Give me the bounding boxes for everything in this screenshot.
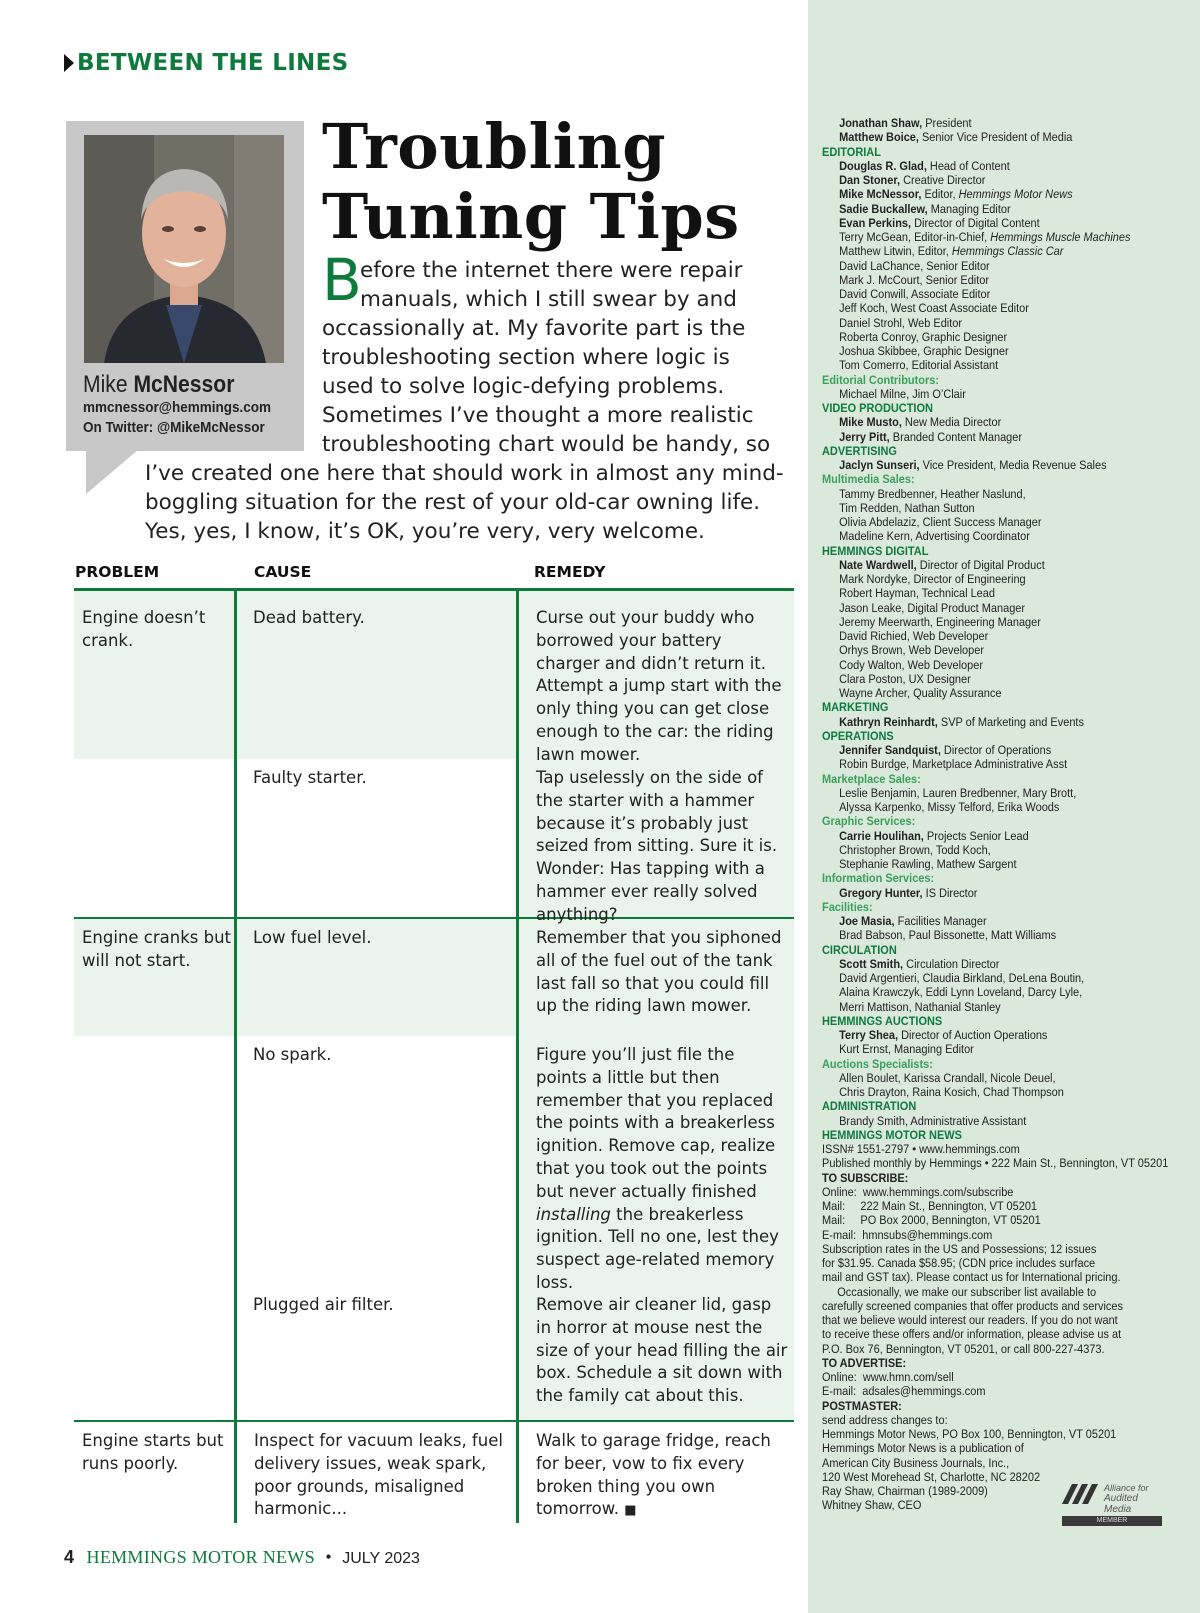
masthead-role: Terry McGean, Editor-in-Chief,: [839, 230, 991, 244]
masthead-entry: [822, 786, 1155, 800]
masthead-role: MARKETING: [822, 700, 889, 715]
masthead-role: Director of Operations: [940, 743, 1052, 757]
masthead-section-heading: [822, 943, 1155, 957]
masthead-entry: [822, 1085, 1155, 1099]
cause-cell: Dead battery.: [253, 608, 365, 627]
masthead-role: Robin Burdge, Marketplace Administrative Asst: [839, 757, 1068, 772]
triangle-bullet-icon: [64, 54, 74, 72]
masthead-role: New Media Director: [901, 415, 1002, 430]
masthead-role: Subscription rates in the US and Possessions; 12 issues: [822, 1241, 1097, 1256]
masthead-role: Information Services:: [822, 871, 935, 886]
masthead-role: Kurt Ernst, Managing Editor: [839, 1042, 974, 1057]
masthead-section-heading: [822, 1099, 1155, 1113]
masthead-role: Director of Digital Content: [911, 215, 1040, 230]
masthead-entry: [822, 1071, 1155, 1085]
masthead-text: [822, 1199, 1155, 1213]
masthead-text: [822, 1384, 1155, 1398]
masthead-role: HEMMINGS MOTOR NEWS: [822, 1127, 962, 1142]
masthead-entry: [822, 914, 1155, 928]
author-box-pointer: [86, 450, 138, 494]
masthead-role: Facilities:: [822, 899, 873, 914]
masthead-role: Daniel Strohl, Web Editor: [839, 315, 963, 330]
masthead-role: Multimedia Sales:: [822, 472, 915, 487]
masthead-role: Christopher Brown, Todd Koch,: [839, 842, 991, 857]
masthead-entry: [822, 202, 1155, 216]
masthead-role: ADMINISTRATION: [822, 1099, 917, 1114]
intro-line: manuals, which I still swear by and: [360, 287, 737, 312]
masthead-entry: [822, 358, 1155, 372]
masthead-role: Mark J. McCourt, Senior Editor: [839, 272, 990, 287]
masthead-role: Circulation Director: [903, 956, 1000, 971]
masthead-text: [822, 1256, 1155, 1270]
masthead-entry: [822, 273, 1155, 287]
masthead-entry: [822, 458, 1155, 472]
masthead-person: Scott Smith,: [839, 956, 904, 971]
masthead-entry: [822, 159, 1155, 173]
masthead-person: Mike Musto,: [839, 415, 902, 430]
masthead-entry: [822, 301, 1155, 315]
masthead-role: Tim Redden, Nathan Sutton: [839, 500, 975, 515]
masthead-role: for $31.95. Canada $58.95; (CDN price includes surface: [822, 1256, 1096, 1270]
masthead-text: [822, 1313, 1155, 1327]
remedy-emphasis: installing: [536, 1204, 611, 1224]
masthead-text: [822, 1156, 1169, 1171]
masthead-entry: [822, 715, 1155, 729]
masthead-text: [822, 1427, 1155, 1441]
group-divider: [74, 1420, 794, 1422]
masthead-role: Alaina Krawczyk, Eddi Lynn Loveland, Darcy Lyle,: [839, 985, 1083, 1000]
masthead-text: [822, 1327, 1155, 1341]
cause-cell: No spark.: [253, 1045, 332, 1064]
masthead-publication: Hemmings Classic Car: [951, 244, 1064, 259]
masthead-entry: [822, 601, 1155, 615]
masthead-role: Projects Senior Lead: [923, 828, 1029, 843]
masthead-section-heading: [822, 444, 1155, 458]
masthead-role: Published monthly by Hemmings • 222 Main St., Bennington, VT 05201: [822, 1156, 1169, 1171]
masthead-role: David Richied, Web Developer: [839, 629, 989, 643]
masthead-role: Leslie Benjamin, Lauren Bredbenner, Mary Brott,: [839, 785, 1077, 800]
masthead-entry: [822, 487, 1155, 501]
masthead-role: Editorial Contributors:: [822, 372, 939, 387]
masthead-role: Editor,: [921, 187, 959, 202]
masthead-publication: Hemmings Motor News: [958, 187, 1073, 202]
masthead-subheading: [822, 373, 1155, 387]
masthead-role: Mail: PO Box 2000, Bennington, VT 05201: [822, 1213, 1041, 1228]
title-line: Troubling: [322, 110, 667, 183]
masthead-text: [822, 1299, 1155, 1313]
masthead-role: Olivia Abdelaziz, Client Success Manager: [839, 515, 1042, 529]
masthead-entry: [822, 586, 1155, 600]
masthead-person: Nate Wardwell,: [839, 557, 917, 572]
masthead-role: American City Business Journals, Inc.,: [822, 1455, 1010, 1470]
section-label: BETWEEN THE LINES: [77, 50, 349, 76]
masthead-entry: [822, 1028, 1155, 1042]
masthead-text: [822, 1441, 1155, 1455]
masthead-person: Dan Stoner,: [839, 173, 901, 187]
cause-cell: Faulty starter.: [253, 768, 367, 787]
masthead-role: Hemmings Motor News, PO Box 100, Bennington, VT 05201: [822, 1427, 1117, 1441]
problem-cell: Engine cranks but will not start.: [82, 928, 232, 970]
masthead-role: Matthew Litwin, Editor,: [839, 244, 952, 259]
masthead-section-heading: [822, 1128, 1155, 1142]
masthead-entry: [822, 515, 1155, 529]
masthead-role: 120 West Morehead St, Charlotte, NC 28202: [822, 1469, 1041, 1484]
masthead-entry: [822, 985, 1155, 999]
remedy-cell: [536, 1044, 788, 1295]
masthead-role: SVP of Marketing and Events: [937, 714, 1084, 729]
masthead-person: Mike McNessor,: [839, 187, 922, 202]
remedy-text: the breakerless ignition. Tell no one, lest they suspect age-related memory loss.: [536, 1204, 779, 1292]
masthead-role: Wayne Archer, Quality Assurance: [839, 686, 1002, 700]
masthead-role: Jeremy Meerwarth, Engineering Manager: [839, 614, 1041, 629]
cause-cell: Low fuel level.: [253, 928, 372, 947]
masthead-entry: [822, 643, 1155, 657]
masthead-entry: [822, 686, 1155, 700]
masthead-entry: [822, 658, 1155, 672]
aam-logo: [1060, 1480, 1164, 1528]
masthead-text: [822, 1228, 1155, 1242]
masthead-role: ADVERTISING: [822, 443, 897, 458]
masthead-role: Tammy Bredbenner, Heather Naslund,: [839, 486, 1026, 501]
masthead-role: mail and GST tax). Please contact us for International pricing.: [822, 1270, 1121, 1285]
intro-line: boggling situation for the rest of your old-car owning life.: [145, 490, 761, 515]
masthead-entry: [822, 287, 1155, 301]
masthead-role: Branded Content Manager: [889, 429, 1023, 444]
masthead-entry: [822, 216, 1155, 230]
masthead-role: Occasionally, we make our subscriber list available to: [822, 1284, 1097, 1299]
masthead-section-heading: [822, 700, 1155, 714]
remedy-cell: [536, 1430, 788, 1523]
author-name: [83, 371, 234, 399]
masthead-role: Graphic Services:: [822, 814, 916, 829]
masthead-entry: [822, 244, 1155, 258]
author-last-name: McNessor: [133, 371, 235, 398]
masthead-person: Evan Perkins,: [839, 215, 912, 230]
masthead-role: Managing Editor: [927, 201, 1011, 216]
masthead-role: Jason Leake, Digital Product Manager: [839, 600, 1026, 615]
masthead-role: Chris Drayton, Raina Kosich, Chad Thompson: [839, 1085, 1064, 1099]
page-footer: [64, 1547, 420, 1568]
masthead-entry: [822, 501, 1155, 515]
masthead-section-heading: [822, 729, 1155, 743]
masthead-text: [822, 1185, 1155, 1199]
masthead-text: [822, 1456, 1155, 1470]
masthead-role: David LaChance, Senior Editor: [839, 258, 990, 273]
masthead-role: Mark Nordyke, Director of Engineering: [839, 572, 1026, 586]
masthead-entry: [822, 529, 1155, 543]
masthead-role: Creative Director: [900, 173, 986, 187]
footer-brand: HEMMINGS MOTOR NEWS: [86, 1547, 315, 1567]
intro-line: I’ve created one here that should work in almost any mind-: [145, 461, 784, 486]
masthead-entry: [822, 928, 1155, 942]
masthead-role: Head of Content: [926, 158, 1010, 173]
masthead-entry: [822, 1042, 1155, 1056]
masthead-publication: Hemmings Muscle Machines: [990, 230, 1131, 244]
masthead-role: Merri Mattison, Nathanial Stanley: [839, 999, 1001, 1014]
author-email[interactable]: mmcnessor@hemmings.com: [83, 399, 271, 416]
masthead-role: Roberta Conroy, Graphic Designer: [839, 329, 1008, 344]
masthead-role: TO SUBSCRIBE:: [822, 1170, 909, 1185]
masthead-section-heading: [822, 544, 1155, 558]
masthead-entry: [822, 572, 1155, 586]
masthead-text: [822, 1242, 1155, 1256]
masthead-role: Online: www.hmn.com/sell: [822, 1370, 954, 1384]
cause-cell: Inspect for vacuum leaks, fuel delivery issues, weak spark, poor grounds, misaligned harmonic...: [254, 1431, 503, 1519]
masthead-role: Brandy Smith, Administrative Assistant: [839, 1113, 1027, 1128]
masthead-role: HEMMINGS DIGITAL: [822, 543, 929, 558]
remedy-text: Figure you’ll just file the points a little but then remember that you replaced the points with a breakerless ignition. Remove cap, realize that you took out the points but never actually finished: [536, 1045, 776, 1201]
masthead-role: Brad Babson, Paul Bissonette, Matt Williams: [839, 928, 1057, 943]
intro-line: Sometimes I’ve thought a more realistic: [322, 403, 754, 428]
masthead-entry: [822, 800, 1155, 814]
masthead-label: [822, 1399, 1155, 1413]
masthead-person: Matthew Boice,: [839, 130, 919, 145]
title-line: Tuning Tips: [322, 180, 740, 253]
author-photo: [84, 135, 284, 363]
masthead-role: HEMMINGS AUCTIONS: [822, 1013, 943, 1028]
masthead-role: E-mail: adsales@hemmings.com: [822, 1384, 986, 1399]
masthead-role: Hemmings Motor News is a publication of: [822, 1441, 1024, 1456]
remedy-text: Walk to garage fridge, reach for beer, vow to fix every broken thing you own tomorrow.: [536, 1431, 771, 1519]
masthead-entry: [822, 629, 1155, 643]
masthead-entry: [822, 316, 1155, 330]
masthead-role: POSTMASTER:: [822, 1398, 902, 1413]
masthead-role: E-mail: hmnsubs@hemmings.com: [822, 1227, 993, 1242]
masthead-role: Marketplace Sales:: [822, 771, 921, 786]
masthead-role: Online: www.hemmings.com/subscribe: [822, 1184, 1014, 1199]
masthead-entry: [822, 829, 1155, 843]
intro-line: occassionally at. My favorite part is the: [322, 316, 746, 341]
masthead-entry: [822, 843, 1155, 857]
masthead-role: EDITORIAL: [822, 144, 881, 159]
masthead-role: Orhys Brown, Web Developer: [839, 643, 984, 658]
masthead-role: Director of Digital Product: [916, 557, 1045, 572]
masthead-role: Clara Poston, UX Designer: [839, 671, 971, 686]
masthead-role: Joshua Skibbee, Graphic Designer: [839, 344, 1009, 358]
masthead-role: carefully screened companies that offer products and services: [822, 1298, 1123, 1313]
masthead-person: Douglas R. Glad,: [839, 158, 927, 173]
masthead-role: President: [922, 116, 972, 130]
section-heading: [64, 50, 348, 76]
masthead-role: Director of Auction Operations: [898, 1028, 1048, 1042]
masthead-role: Whitney Shaw, CEO: [822, 1498, 922, 1513]
masthead-role: that we believe would interest our readers. If you do not want: [822, 1313, 1118, 1327]
intro-line: troubleshooting chart would be handy, so: [322, 432, 771, 457]
remedy-cell: Remember that you siphoned all of the fuel out of the tank last fall so that you could fill up the riding lawn mower.: [536, 928, 782, 1016]
masthead-text: [822, 1370, 1155, 1384]
masthead-section-heading: [822, 145, 1155, 159]
masthead-role: P.O. Box 76, Bennington, VT 05201, or call 800-227-4373.: [822, 1341, 1105, 1356]
header-cause: CAUSE: [254, 563, 312, 581]
intro-line: efore the internet there were repair: [360, 258, 743, 283]
masthead-entry: [822, 857, 1155, 871]
masthead-entry: [822, 116, 1155, 130]
masthead-role: Tom Comerro, Editorial Assistant: [839, 358, 999, 373]
masthead-entry: [822, 971, 1155, 985]
masthead-role: Jeff Koch, West Coast Associate Editor: [839, 301, 1029, 316]
masthead-subheading: [822, 900, 1155, 914]
masthead-role: Alyssa Karpenko, Missy Telford, Erika Woods: [839, 800, 1060, 814]
masthead-entry: [822, 886, 1155, 900]
masthead-person: Jennifer Sandquist,: [839, 743, 941, 757]
masthead-subheading: [822, 472, 1155, 486]
masthead-section-heading: [822, 1014, 1155, 1028]
masthead-person: Jaclyn Sunseri,: [839, 458, 920, 472]
masthead-entry: [822, 415, 1155, 429]
masthead-entry: [822, 672, 1155, 686]
masthead-person: Kathryn Reinhardt,: [839, 714, 938, 729]
masthead-role: CIRCULATION: [822, 942, 897, 957]
masthead-role: Robert Hayman, Technical Lead: [839, 586, 995, 601]
author-first-name: Mike: [83, 371, 128, 398]
masthead-role: IS Director: [922, 885, 978, 900]
masthead-role: Cody Walton, Web Developer: [839, 657, 983, 672]
masthead-entry: [822, 757, 1155, 771]
masthead-entry: [822, 387, 1155, 401]
problem-cell: Engine doesn’t crank.: [82, 608, 206, 650]
masthead-person: Sadie Buckallew,: [839, 201, 928, 216]
masthead-subheading: [822, 871, 1155, 885]
masthead-subheading: [822, 814, 1155, 828]
aam-line1: Alliance for: [1104, 1483, 1149, 1493]
masthead-role: Michael Milne, Jim O’Clair: [839, 386, 966, 401]
column-divider: [516, 591, 519, 1523]
problem-cell: Engine starts but runs poorly.: [82, 1431, 224, 1473]
masthead-entry: [822, 743, 1155, 757]
masthead-entry: [822, 957, 1155, 971]
column-divider: [234, 591, 237, 1523]
masthead-text: [822, 1270, 1155, 1284]
masthead-entry: [822, 344, 1155, 358]
masthead-entry: [822, 330, 1155, 344]
masthead-person: Jonathan Shaw,: [839, 116, 923, 130]
masthead-role: VIDEO PRODUCTION: [822, 401, 933, 415]
footer-issue: JULY 2023: [342, 1550, 420, 1567]
masthead-entry: [822, 430, 1155, 444]
remedy-cell: Remove air cleaner lid, gasp in horror at mouse nest the size of your head filling the air box. Schedule a sit down with the family cat about this.: [536, 1295, 788, 1406]
masthead-entry: [822, 230, 1155, 244]
masthead-entry: [822, 187, 1155, 201]
masthead-role: Auctions Specialists:: [822, 1056, 933, 1071]
masthead-role: Senior Vice President of Media: [918, 130, 1073, 145]
header-remedy: REMEDY: [534, 563, 606, 581]
masthead-entry: [822, 1114, 1155, 1128]
drop-cap: B: [322, 246, 362, 314]
masthead-text: [822, 1342, 1155, 1356]
article-title: [322, 112, 740, 252]
masthead-person: Gregory Hunter,: [839, 885, 923, 900]
author-twitter: On Twitter: @MikeMcNessor: [83, 419, 265, 436]
masthead-text: [822, 1413, 1155, 1427]
aam-badge: MEMBER: [1096, 1517, 1128, 1524]
masthead-role: Mail: 222 Main St., Bennington, VT 05201: [822, 1199, 1038, 1213]
masthead: [822, 116, 1169, 1513]
masthead-subheading: [822, 1057, 1155, 1071]
masthead-role: TO ADVERTISE:: [822, 1355, 907, 1370]
masthead-role: OPERATIONS: [822, 728, 894, 743]
masthead-entry: [822, 558, 1155, 572]
intro-line: Yes, yes, I know, it’s OK, you’re very, very welcome.: [145, 519, 705, 544]
remedy-cell: Tap uselessly on the side of the starter with a hammer because it’s probably just seized from sitting. Sure it is. Wonder: Has tapping with a hammer ever really solved anything?: [536, 768, 778, 924]
end-mark-icon: ■: [624, 1503, 637, 1519]
masthead-entry: [822, 615, 1155, 629]
masthead-section-heading: [822, 401, 1155, 415]
remedy-cell: Curse out your buddy who borrowed your battery charger and didn’t return it. Attempt a jump start with the only thing you can get close enough to the car: the riding lawn mower.: [536, 608, 782, 764]
masthead-person: Jerry Pitt,: [839, 429, 890, 444]
masthead-role: Madeline Kern, Advertising Coordinator: [839, 529, 1030, 544]
aam-line2: Audited Media: [1104, 1493, 1138, 1515]
masthead-role: Vice President, Media Revenue Sales: [919, 458, 1107, 472]
masthead-text: [822, 1142, 1155, 1156]
masthead-role: Facilities Manager: [894, 914, 987, 928]
masthead-text: [822, 1285, 1155, 1299]
page-number: 4: [64, 1547, 75, 1567]
masthead-entry: [822, 173, 1155, 187]
masthead-role: to receive these offers and/or information, please advise us at: [822, 1327, 1122, 1342]
masthead-role: ISSN# 1551-2797 • www.hemmings.com: [822, 1142, 1020, 1156]
masthead-person: Terry Shea,: [839, 1028, 899, 1042]
masthead-person: Carrie Houlihan,: [839, 828, 924, 843]
masthead-role: David Conwill, Associate Editor: [839, 287, 991, 301]
masthead-entry: [822, 259, 1155, 273]
masthead-label: [822, 1171, 1155, 1185]
masthead-role: Allen Boulet, Karissa Crandall, Nicole Deuel,: [839, 1070, 1056, 1085]
intro-line: troubleshooting section where logic is: [322, 345, 730, 370]
masthead-entry: [822, 130, 1155, 144]
masthead-person: Joe Masia,: [839, 914, 895, 928]
masthead-text: [822, 1213, 1155, 1227]
masthead-role: Stephanie Rawling, Mathew Sargent: [839, 857, 1017, 871]
header-problem: PROBLEM: [75, 563, 160, 581]
masthead-subheading: [822, 772, 1155, 786]
masthead-role: send address changes to:: [822, 1412, 948, 1427]
masthead-role: Ray Shaw, Chairman (1989-2009): [822, 1484, 988, 1498]
intro-line: used to solve logic-defying problems.: [322, 374, 725, 399]
footer-separator: •: [325, 1547, 332, 1567]
cause-cell: Plugged air filter.: [253, 1295, 394, 1314]
masthead-role: David Argentieri, Claudia Birkland, DeLena Boutin,: [839, 971, 1085, 985]
masthead-entry: [822, 1000, 1155, 1014]
masthead-label: [822, 1356, 1155, 1370]
